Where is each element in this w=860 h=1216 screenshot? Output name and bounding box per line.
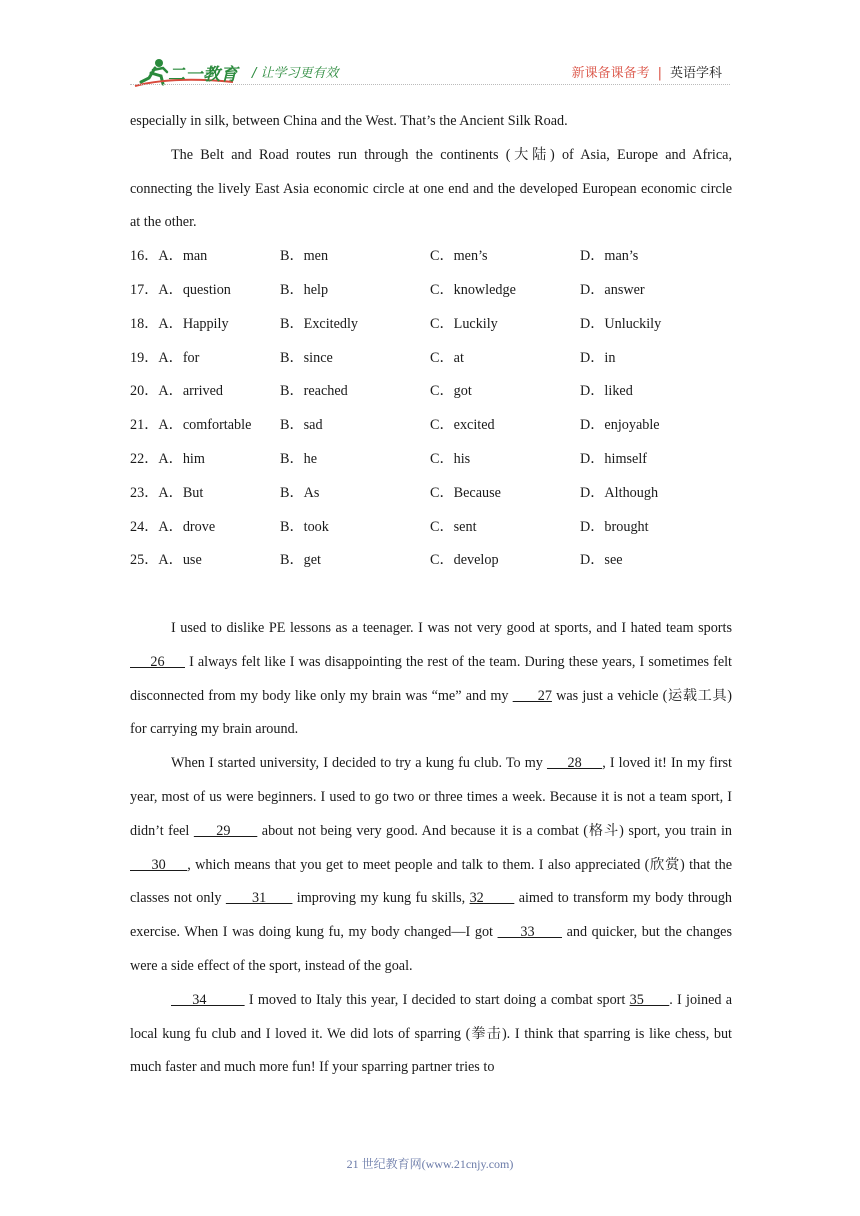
question-row — [130, 375, 732, 409]
option-c: C．got — [430, 383, 472, 400]
option-c: C．sent — [430, 518, 477, 535]
option-a: 22．A．him — [130, 450, 205, 467]
option-c: C．at — [430, 349, 464, 366]
option-a: 17．A．question — [130, 281, 231, 298]
passage-paragraph: The Belt and Road routes run through the continents (大陆) of Asia, Europe and Africa, connecting the lively East Asia economic circle at one end and the developed European economic circle at the other. — [130, 146, 732, 231]
option-d: D．Although — [580, 484, 659, 501]
option-a: 18．A．Happily — [130, 315, 229, 332]
option-b: B．help — [280, 281, 329, 298]
header-divider: | — [657, 66, 662, 81]
page-header — [0, 0, 860, 100]
blank-29[interactable]: 29 — [193, 822, 258, 839]
question-row — [130, 544, 732, 578]
question-row — [130, 274, 732, 308]
page-footer: 21 世纪教育网(www.21cnjy.com) — [346, 1157, 514, 1171]
option-c: C．develop — [430, 552, 499, 569]
option-a: 21．A．comfortable — [130, 417, 252, 434]
option-a: 20．A．arrived — [130, 383, 223, 400]
options-table — [130, 240, 732, 578]
option-a: 24．A．drove — [130, 518, 216, 535]
option-b: B．men — [280, 248, 329, 265]
option-d: D．man’s — [580, 248, 639, 265]
blank-33[interactable]: 33 — [497, 924, 562, 941]
header-subject: 英语学科 — [669, 66, 722, 81]
passage-paragraph: 34 I moved to Italy this year, I decided to start doing a combat sport 35 . I joined a local kung fu club and I loved it. We did lots of sparring (拳击). I think that sparring is like chess, but much faster and much more fun! If your sparring partner tries to — [130, 991, 733, 1076]
option-d: D．brought — [580, 518, 649, 535]
option-d: D．enjoyable — [580, 417, 660, 434]
header-course-label: 新课备课备考 — [571, 66, 650, 81]
option-c: C．knowledge — [430, 281, 516, 298]
option-c: C．excited — [430, 417, 495, 434]
option-c: C．Because — [430, 484, 501, 501]
blank-35[interactable]: 35 — [629, 991, 670, 1008]
option-b: B．sad — [280, 417, 323, 434]
option-b: B．since — [280, 349, 333, 366]
blank-28[interactable]: 28 — [546, 755, 603, 772]
question-row — [130, 409, 732, 443]
option-d: D．Unluckily — [580, 315, 662, 332]
option-b: B．reached — [280, 383, 348, 400]
option-a: 23．A．But — [130, 484, 204, 501]
option-b: B．As — [280, 484, 320, 501]
option-d: D．himself — [580, 450, 647, 467]
logo-text: 二一教育 — [168, 65, 238, 85]
option-c: C．Luckily — [430, 315, 498, 332]
question-row — [130, 240, 732, 274]
option-c: C．men’s — [430, 248, 488, 265]
option-b: B．get — [280, 552, 321, 569]
question-row — [130, 342, 732, 376]
question-row — [130, 308, 732, 342]
option-d: D．liked — [580, 383, 633, 400]
document-body — [130, 105, 732, 1085]
blank-31[interactable]: 31 — [225, 890, 293, 907]
blank-27[interactable]: 27 — [512, 687, 552, 704]
header-right — [572, 62, 722, 81]
passage-continuation: especially in silk, between China and the West. That’s the Ancient Silk Road. — [130, 113, 568, 129]
option-d: D．in — [580, 349, 616, 366]
option-a: 19．A．for — [130, 349, 200, 366]
option-c: C．his — [430, 450, 471, 467]
option-b: B．took — [280, 518, 329, 535]
option-d: D．see — [580, 552, 623, 569]
blank-30[interactable]: 30 — [130, 856, 188, 873]
header-divider-line — [130, 84, 730, 85]
question-row — [130, 477, 732, 511]
question-row — [130, 511, 732, 545]
passage-paragraph: When I started university, I decided to try a kung fu club. To my 28 , I loved it! In my first year, most of us were beginners. I used to go two or three times a week. Because it is not a team sport, I didn’t feel 29 about not being very good. And because it is a combat (格斗) sport, you train in 30 , which means that you get to meet people and talk to them. I also appreciated (欣赏) that the classes not only 31 improving my kung fu skills, 32 aimed to transform my body through exercise. When I was doing kung fu, my body changed—I got 33 and quicker, but the changes were a side effect of the sport, instead of the goal. — [130, 755, 733, 974]
option-b: B．Excitedly — [280, 315, 359, 332]
option-a: 25．A．use — [130, 552, 202, 569]
passage-paragraph: I used to dislike PE lessons as a teenager. I was not very good at sports, and I hated team sports 26 I always felt like I was disappointing the rest of the team. During these years, I sometimes felt disconnected from my body like only my brain was “me” and my 27 was just a vehicle (运载工具) for carrying my brain around. — [130, 619, 733, 738]
option-a: 16．A．man — [130, 248, 208, 265]
blank-32[interactable]: 32 — [469, 890, 515, 907]
blank-26[interactable]: 26 — [130, 653, 185, 670]
header-slogan: / 让学习更有效 — [252, 66, 339, 81]
option-b: B．he — [280, 450, 318, 467]
option-d: D．answer — [580, 281, 645, 298]
blank-34[interactable]: 34 — [171, 991, 245, 1008]
question-row — [130, 443, 732, 477]
